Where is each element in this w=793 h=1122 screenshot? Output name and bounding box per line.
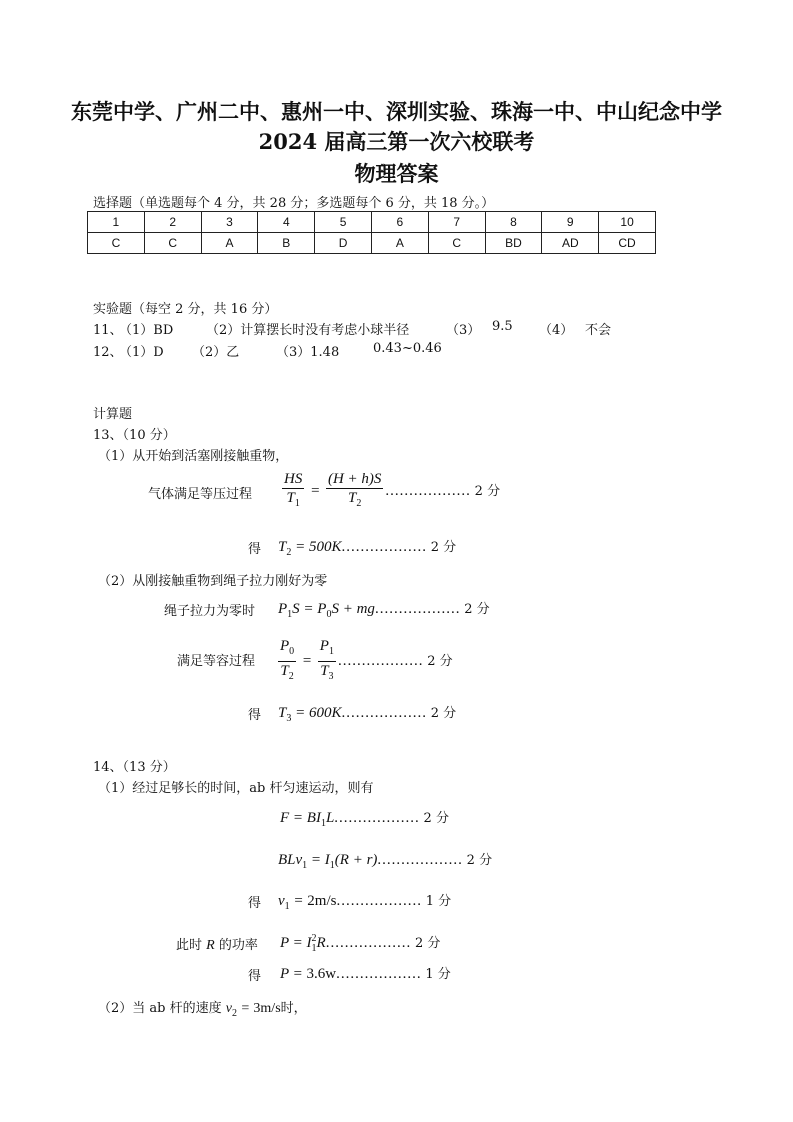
- part2-suffix: 时，: [280, 1001, 307, 1016]
- power-equation: $P = I_1^2R$.................. 2 分: [280, 933, 441, 954]
- score-label: 2 分: [430, 706, 457, 721]
- question-number-cell: 9: [542, 212, 599, 233]
- answer-cell: AD: [542, 233, 599, 254]
- dot-leader: ..................: [341, 705, 427, 721]
- dot-leader: ..................: [341, 539, 427, 555]
- answer-cell: C: [428, 233, 485, 254]
- score-label: 2 分: [423, 811, 449, 826]
- q12-part3: （3）1.48: [276, 345, 340, 360]
- answer-cell: A: [371, 233, 428, 254]
- part2-prefix: （2）当 ab 杆的速度: [98, 1001, 222, 1016]
- score-label: 2 分: [430, 540, 457, 555]
- dot-leader: ..................: [325, 935, 412, 951]
- q12-part4: 0.43~0.46: [373, 341, 442, 356]
- isochoric-equation: $\frac{P_0}{T_2}$ = $\frac{P_1}{T_3}$ .................. 2 分: [280, 638, 453, 682]
- question-number-cell: 2: [144, 212, 201, 233]
- school-list-title: 东莞中学、广州二中、惠州一中、深圳实验、珠海一中、中山纪念中学: [71, 99, 722, 124]
- resistor-symbol: R: [206, 938, 215, 953]
- pressure-balance-equation: $P_1S = P_0S$ + mg.................. 2 分: [278, 601, 490, 620]
- answer-cell: C: [88, 233, 145, 254]
- q14-title: 14、（13 分）: [93, 760, 176, 775]
- power-label-suffix: 的功率: [218, 938, 258, 953]
- score-label: 1 分: [425, 967, 451, 982]
- answer-cell: D: [315, 233, 372, 254]
- q13-result2-label: 得: [248, 708, 262, 723]
- q11-part3-label: （3）: [446, 323, 481, 338]
- q12-part2: （2）乙: [192, 345, 240, 360]
- answer-table-answer-row: [88, 233, 656, 254]
- dot-leader: ..................: [336, 966, 422, 982]
- score-label: 2 分: [474, 483, 501, 499]
- answer-cell: B: [258, 233, 315, 254]
- t3-result-equation: $T_3 = 600K$.................. 2 分: [278, 705, 457, 724]
- q14-power-label: [176, 934, 258, 954]
- calc-heading: 计算题: [93, 407, 133, 422]
- dot-leader: ..................: [334, 810, 420, 826]
- score-label: 1 分: [425, 894, 452, 909]
- experiment-heading: 实验题（每空 2 分，共 16 分）: [93, 302, 278, 317]
- q12-part1: （1）D: [119, 345, 164, 360]
- q11-part3-value: 9.5: [492, 319, 513, 334]
- answer-cell: BD: [485, 233, 542, 254]
- question-number-cell: 5: [315, 212, 372, 233]
- force-equation: $F = BI_1L$.................. 2 分: [280, 810, 449, 829]
- answer-cell: CD: [599, 233, 656, 254]
- choice-heading: 选择题（单选题每个 4 分，共 28 分；多选题每个 6 分，共 18 分。）: [93, 196, 495, 211]
- isobaric-equation: $\frac{HS}{T_1}$ = $\frac{(H + h)S}{T_2}$ .................. 2 分: [284, 471, 501, 509]
- q13-part2-text: （2）从刚接触重物到绳子拉力刚好为零: [98, 574, 328, 589]
- power-label-prefix: 此时: [176, 938, 203, 953]
- answer-table: [87, 211, 656, 254]
- question-number-cell: 7: [428, 212, 485, 233]
- q11-part2: （2）计算摆长时没有考虑小球半径: [206, 323, 410, 338]
- answer-table-number-row: [88, 212, 656, 233]
- q11-part4-label: （4）: [539, 323, 574, 338]
- q13-isobaric-label: 气体满足等压过程: [148, 487, 253, 502]
- score-label: 2 分: [427, 653, 453, 669]
- score-label: 2 分: [464, 602, 490, 617]
- power-result-equation: P = 3.6w.................. 1 分: [280, 966, 451, 982]
- dot-leader: ..................: [336, 893, 422, 909]
- subject-title: 物理答案: [354, 161, 439, 186]
- answer-cell: C: [144, 233, 201, 254]
- q13-part1-text: （1）从开始到活塞刚接触重物，: [98, 449, 289, 464]
- q14-result2-label: 得: [248, 969, 262, 984]
- dot-leader: ..................: [337, 652, 424, 669]
- emf-equation: $BLv_1 = I_1(R + r)$.................. 2 分: [278, 852, 493, 871]
- q14-part2-text: [98, 997, 307, 1019]
- t2-result-equation: $T_2 = 500K$.................. 2 分: [278, 539, 457, 558]
- question-number-cell: 10: [599, 212, 656, 233]
- question-number-cell: 8: [485, 212, 542, 233]
- question-number-cell: 6: [371, 212, 428, 233]
- question-number-cell: 4: [258, 212, 315, 233]
- q14-part1-text: （1）经过足够长的时间，ab 杆匀速运动，则有: [98, 781, 374, 796]
- score-label: 2 分: [414, 936, 441, 951]
- q12-number: 12、: [93, 345, 123, 360]
- answer-cell: A: [201, 233, 258, 254]
- q11-part4-value: 不会: [585, 323, 612, 338]
- score-label: 2 分: [466, 853, 493, 868]
- question-number-cell: 3: [201, 212, 258, 233]
- q13-isochoric-label: 满足等容过程: [177, 654, 256, 669]
- q11-number: 11、: [93, 323, 123, 338]
- v2-equation: $v_2 = 3m/s$: [225, 1001, 281, 1019]
- q11-part1: （1）BD: [119, 323, 174, 338]
- v1-result-equation: $v_1 = 2m/s$.................. 1 分: [278, 893, 452, 912]
- dot-leader: ..................: [377, 852, 463, 868]
- q13-title: 13、（10 分）: [93, 428, 176, 443]
- q13-tension-label: 绳子拉力为零时: [164, 604, 256, 619]
- dot-leader: ..................: [385, 482, 471, 499]
- q14-result-label: 得: [248, 896, 262, 911]
- q13-result-label: 得: [248, 542, 262, 557]
- exam-title: 2024 届高三第一次六校联考: [258, 129, 535, 154]
- question-number-cell: 1: [88, 212, 145, 233]
- dot-leader: ..................: [374, 601, 461, 617]
